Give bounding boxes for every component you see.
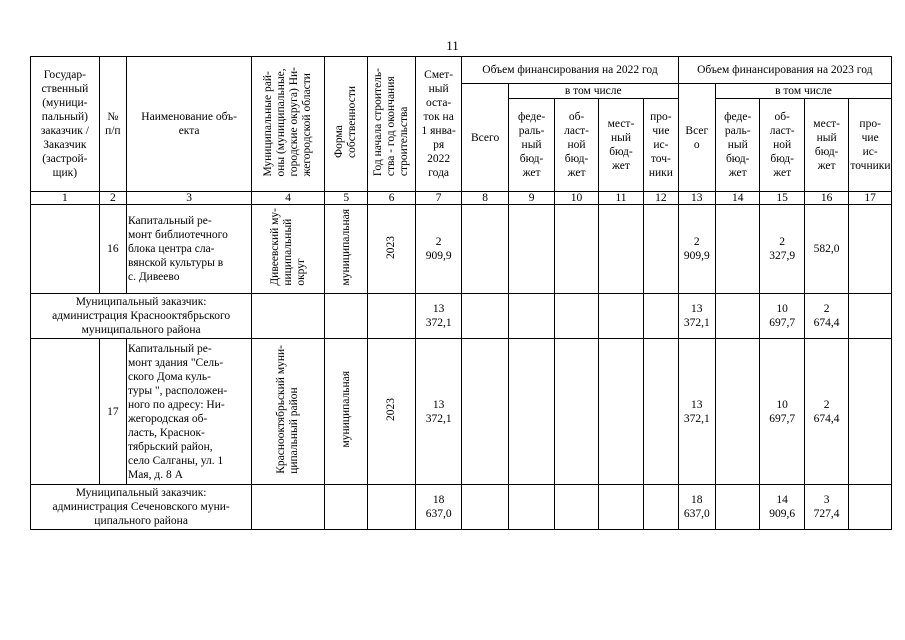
header-district: Муниципальные рай- оны (муниципальные, городские округа) Ни- жегородской области [262,67,314,177]
table-row-17 [31,339,892,485]
cell-local-2022 [598,339,643,485]
cell-ownership [324,485,367,530]
cell-regional-2022 [555,294,598,339]
cell-federal-2022 [508,485,554,530]
cell-federal-2023 [715,205,759,294]
header-customer: Государ- ственный (муници- пальный) заказчик / Заказчик (застрой- щик) [31,57,100,192]
cell-regional-2022 [555,339,598,485]
subtotal-label: Муниципальный заказчик: администрация Краснооктябрьского муниципального района [31,294,252,339]
cell-federal-2023 [715,485,759,530]
cell-local-2022 [598,294,643,339]
cell-federal-2023 [715,339,759,485]
column-number: 7 [415,192,461,205]
header-ownership-cell [324,57,367,192]
ownership-text: муниципальная [339,371,352,448]
cell-total-2023: 13 372,1 [678,339,715,485]
header-fin-2023: Объем финансирования на 2023 год [678,57,891,84]
column-numbers-row [31,192,892,205]
header-other-2022: про- чие ис- точ- ники [644,99,678,192]
cell-years [368,205,415,294]
column-number: 6 [368,192,415,205]
cell-federal-2023 [715,294,759,339]
header-including-2022: в том числе [508,84,678,99]
header-total-2023: Всег о [678,84,715,192]
header-ownership: Форма собственности [333,86,359,158]
column-number: 1 [31,192,100,205]
column-number: 4 [252,192,325,205]
page-number: 11 [446,38,459,53]
header-years-cell [368,57,415,192]
column-number: 10 [555,192,598,205]
cell-other-2023 [849,485,892,530]
cell-balance: 2 909,9 [415,205,461,294]
cell-customer [31,339,100,485]
header-regional-2022: об- ласт- ной бюд- жет [555,99,598,192]
header-regional-2023: об- ласт- ной бюд- жет [760,99,804,192]
financing-table [30,56,892,530]
cell-regional-2023: 10 697,7 [760,294,804,339]
cell-years [368,339,415,485]
column-number: 12 [644,192,678,205]
cell-regional-2023: 2 327,9 [760,205,804,294]
column-number: 15 [760,192,804,205]
cell-ownership [324,339,367,485]
cell-customer [31,205,100,294]
years-text: 2023 [385,398,398,421]
cell-other-2023 [849,294,892,339]
district-text: Краснооктябрьский муни- ципальный район [275,345,301,474]
subtotal-row-krasnooktyabrsky [31,294,892,339]
cell-regional-2022 [555,485,598,530]
cell-row-number: 16 [99,205,126,294]
cell-regional-2023: 14 909,6 [760,485,804,530]
cell-ownership [324,205,367,294]
cell-total-2022 [462,205,508,294]
column-number: 14 [715,192,759,205]
cell-other-2022 [644,339,678,485]
cell-district [252,205,325,294]
column-number: 8 [462,192,508,205]
subtotal-label: Муниципальный заказчик: администрация Сеченовского муни- ципального района [31,485,252,530]
cell-regional-2023: 10 697,7 [760,339,804,485]
cell-regional-2022 [555,205,598,294]
cell-balance: 13 372,1 [415,294,461,339]
cell-district [252,294,325,339]
column-number: 16 [804,192,848,205]
cell-other-2022 [644,485,678,530]
cell-total-2022 [462,485,508,530]
cell-total-2023: 2 909,9 [678,205,715,294]
header-federal-2022: феде- раль- ный бюд- жет [508,99,554,192]
cell-total-2023: 13 372,1 [678,294,715,339]
header-including-2023: в том числе [715,84,891,99]
years-text: 2023 [385,235,398,259]
ownership-text: муниципальная [339,208,352,286]
cell-other-2022 [644,205,678,294]
cell-ownership [324,294,367,339]
header-years: Год начала строитель- ства - год окончания строительства [372,67,411,177]
cell-district [252,339,325,485]
cell-local-2023: 582,0 [804,205,848,294]
cell-local-2023: 2 674,4 [804,294,848,339]
header-row-number: № п/п [99,57,126,192]
cell-federal-2022 [508,294,554,339]
cell-balance: 18 637,0 [415,485,461,530]
cell-other-2023 [849,339,892,485]
cell-other-2023 [849,205,892,294]
header-federal-2023: феде- раль- ный бюд- жет [715,99,759,192]
cell-object-name: Капитальный ре- монт здания "Сель- ского Дома куль- туры ", расположен- ного по адресу: Ни- жегородская об- ласть, Краснок- тябрьский район, село Салганы, ул. 1 Мая, д. 8 А [126,339,251,485]
cell-local-2022 [598,485,643,530]
cell-federal-2022 [508,339,554,485]
column-number: 3 [126,192,251,205]
district-text: Дивеевский му- ниципальный округ [268,208,307,286]
cell-federal-2022 [508,205,554,294]
cell-years [368,485,415,530]
header-total-2022: Всего [462,84,508,192]
subtotal-row-sechenovsky [31,485,892,530]
column-number: 5 [324,192,367,205]
table-row-16 [31,205,892,294]
column-number: 17 [849,192,892,205]
cell-row-number: 17 [99,339,126,485]
cell-years [368,294,415,339]
cell-local-2023: 3 727,4 [804,485,848,530]
column-number: 13 [678,192,715,205]
cell-total-2022 [462,339,508,485]
cell-object-name: Капитальный ре- монт библиотечного блока центра сла- вянской культуры в с. Дивеево [126,205,251,294]
column-number: 2 [99,192,126,205]
column-number: 11 [598,192,643,205]
cell-total-2023: 18 637,0 [678,485,715,530]
cell-local-2022 [598,205,643,294]
cell-balance: 13 372,1 [415,339,461,485]
header-district-cell [252,57,325,192]
cell-other-2022 [644,294,678,339]
cell-local-2023: 2 674,4 [804,339,848,485]
header-local-2022: мест- ный бюд- жет [598,99,643,192]
header-fin-2022: Объем финансирования на 2022 год [462,57,678,84]
header-local-2023: мест- ный бюд- жет [804,99,848,192]
column-number: 9 [508,192,554,205]
header-object-name: Наименование объ- екта [126,57,251,192]
cell-total-2022 [462,294,508,339]
cell-district [252,485,325,530]
header-other-2023: про- чие ис- точники [849,99,892,192]
header-balance: Смет- ный оста- ток на 1 янва- ря 2022 года [415,57,461,192]
